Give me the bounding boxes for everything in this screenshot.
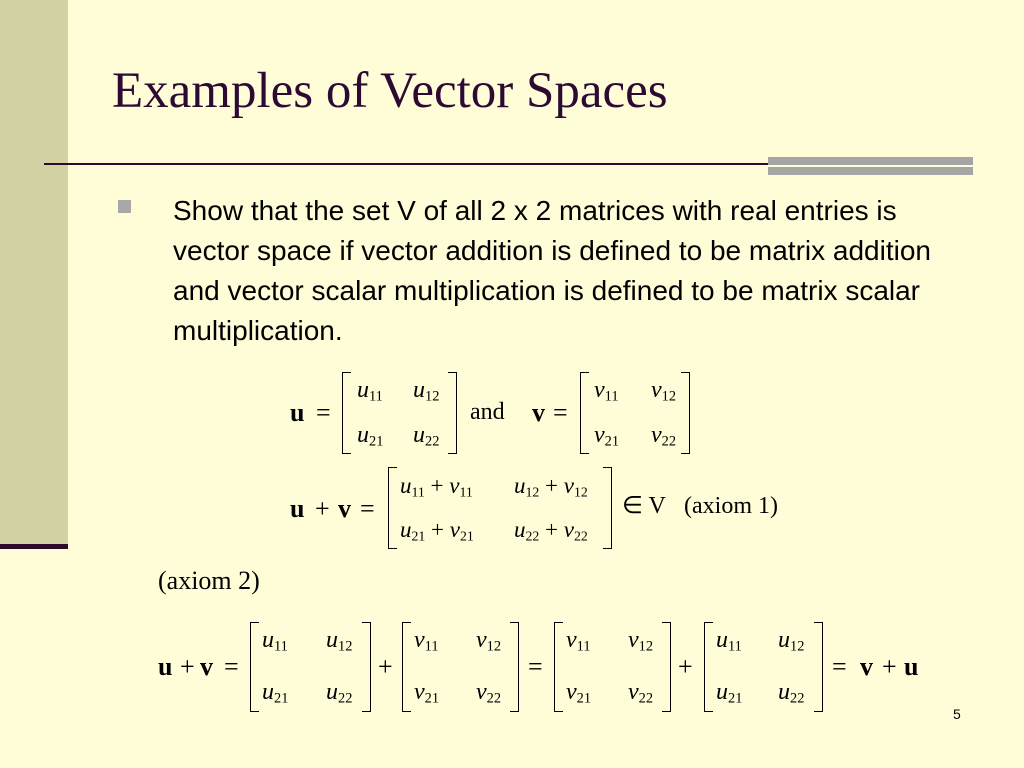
matrix-u-right-bracket [362, 622, 371, 712]
matrix-v-entry-21: $v_{21}$ [566, 679, 592, 707]
plus: + [315, 494, 330, 523]
var-v: v [860, 652, 873, 681]
plus: + [678, 652, 693, 681]
matrix-u-left-bracket [250, 622, 259, 712]
equals: = [832, 652, 847, 681]
matrix-sum-right-bracket [603, 467, 612, 549]
matrix-u-entry-21: $u_{21}$ [262, 679, 289, 707]
equals: = [224, 652, 239, 681]
sum-entry-22: $u_{22} + v_{22}$ [514, 517, 588, 544]
matrix-v-right-bracket [510, 622, 519, 712]
equals: = [316, 398, 331, 427]
matrix-u-entry-22: $u_{22}$ [778, 679, 805, 707]
left-decor-line [0, 544, 68, 549]
title-rule [44, 163, 774, 165]
matrix-sum-left-bracket [388, 467, 397, 549]
sum-entry-12: $u_{12} + v_{12}$ [514, 473, 588, 500]
matrix-v-entry-22: $v_{22}$ [628, 679, 654, 707]
matrix-u-left-bracket [704, 622, 713, 712]
plus: + [180, 652, 195, 681]
var-u: u [904, 652, 919, 681]
equals: = [360, 494, 375, 523]
matrix-v-entry-11: $v_{11}$ [414, 627, 439, 655]
slide-title: Examples of Vector Spaces [112, 63, 668, 119]
left-decor-band [0, 0, 68, 548]
matrix-u-entry-11: $u_{11}$ [716, 627, 742, 655]
matrix-u-entry-12: $u_{12}$ [778, 627, 805, 655]
equals: = [528, 652, 543, 681]
matrix-v-entry-21: $v_{21}$ [414, 679, 440, 707]
matrix-v-right-bracket [681, 372, 690, 454]
var-u: u [158, 652, 173, 681]
sum-entry-11: $u_{11} + v_{11}$ [400, 473, 473, 500]
var-u: u [290, 398, 305, 427]
matrix-v-entry-12: $v_{12}$ [476, 627, 502, 655]
plus: + [882, 652, 897, 681]
matrix-u-left-bracket [342, 372, 351, 454]
matrix-v-left-bracket [402, 622, 411, 712]
axiom1-label: (axiom 1) [684, 493, 778, 519]
matrix-v-entry-12: $v_{12}$ [651, 377, 677, 405]
bullet-marker [118, 200, 131, 213]
matrix-u-right-bracket [814, 622, 823, 712]
plus: + [378, 652, 393, 681]
page-number: 5 [953, 706, 961, 722]
matrix-v-entry-12: $v_{12}$ [628, 627, 654, 655]
matrix-u-entry-22: $u_{22}$ [326, 679, 353, 707]
matrix-u-entry-11: $u_{11}$ [357, 377, 383, 405]
element-of-V: ∈ V [622, 493, 666, 519]
matrix-v-entry-11: $v_{11}$ [594, 377, 619, 405]
matrix-v-left-bracket [580, 372, 589, 454]
matrix-u-entry-22: $u_{22}$ [413, 422, 440, 450]
matrix-u-entry-12: $u_{12}$ [326, 627, 353, 655]
matrix-v-entry-21: $v_{21}$ [594, 422, 620, 450]
bullet-text: Show that the set V of all 2 x 2 matrices with real entries is vector space if vector addition is defined to be matrix addition and vector scalar multiplication is defined to be matrix scalar multiplication. [173, 195, 931, 346]
matrix-u-entry-21: $u_{21}$ [716, 679, 743, 707]
var-u: u [290, 494, 305, 523]
matrix-v-entry-22: $v_{22}$ [476, 679, 502, 707]
matrix-v-entry-22: $v_{22}$ [651, 422, 677, 450]
matrix-v-left-bracket [554, 622, 563, 712]
var-v: v [532, 398, 545, 427]
var-v: v [200, 652, 213, 681]
matrix-u-entry-12: $u_{12}$ [413, 377, 440, 405]
matrix-u-right-bracket [448, 372, 457, 454]
var-v: v [338, 494, 351, 523]
sum-entry-21: $u_{21} + v_{21}$ [400, 517, 474, 544]
matrix-u-entry-11: $u_{11}$ [262, 627, 288, 655]
title-rule-accent [768, 157, 973, 179]
and-word: and [470, 399, 505, 425]
equals: = [553, 398, 568, 427]
matrix-v-entry-11: $v_{11}$ [566, 627, 591, 655]
matrix-v-right-bracket [662, 622, 671, 712]
matrix-u-entry-21: $u_{21}$ [357, 422, 384, 450]
axiom2-label: (axiom 2) [158, 566, 260, 595]
